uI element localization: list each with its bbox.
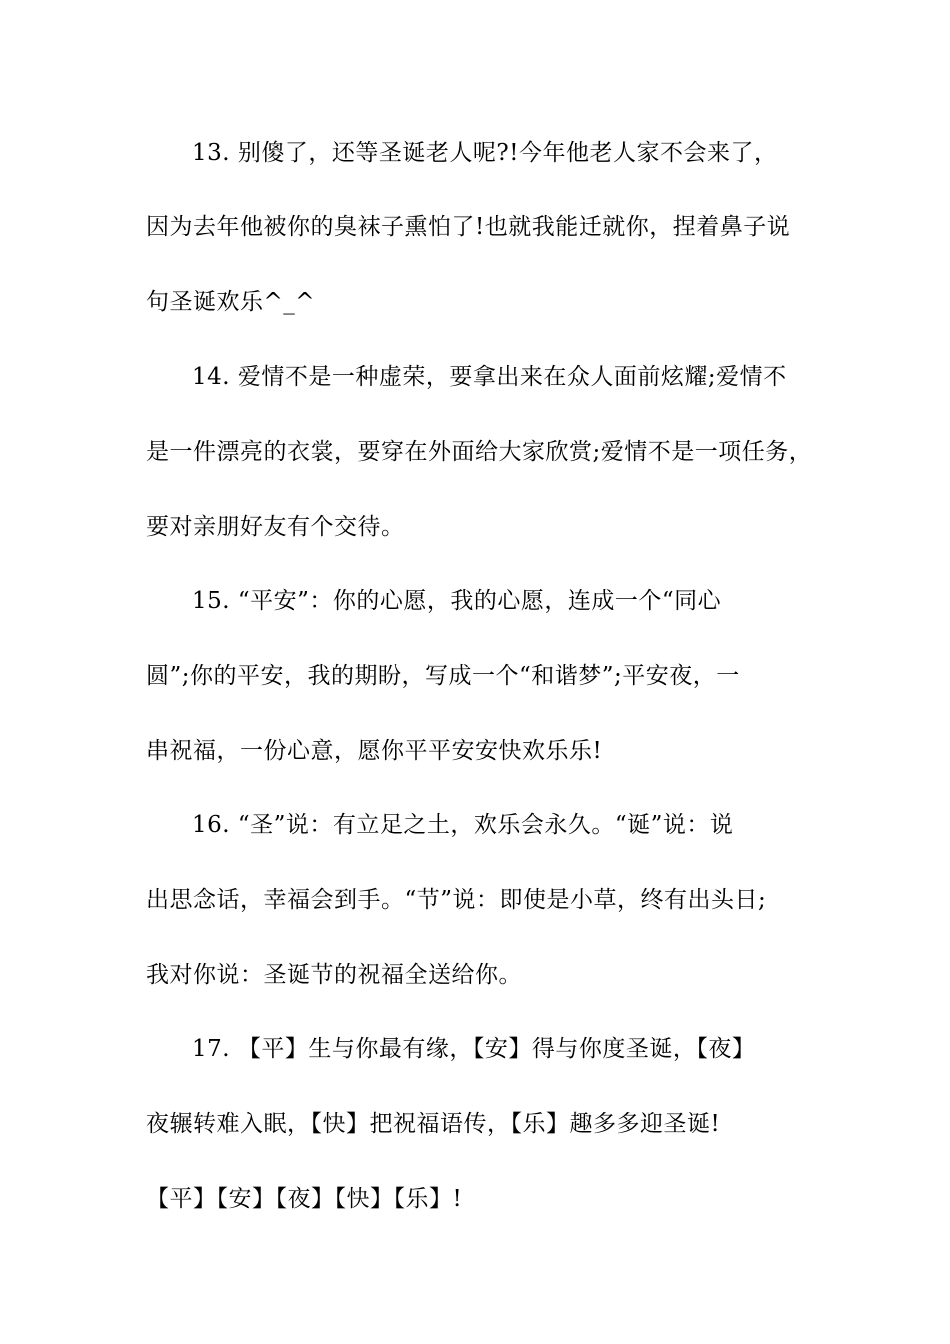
paragraph-15-line-3: 串祝福，一份心意，愿你平平安安快欢乐乐!: [146, 738, 603, 764]
paragraph-17-line-2: 夜辗转难入眠，【快】把祝福语传，【乐】趣多多迎圣诞!: [146, 1111, 721, 1137]
paragraph-17-line-1: 17. 【平】生与你最有缘，【安】得与你度圣诞，【夜】: [192, 1036, 756, 1062]
paragraph-15-line-1: 15. “平安”：你的心愿，我的心愿，连成一个“同心: [192, 588, 722, 614]
paragraph-14-line-2: 是一件漂亮的衣裳，要穿在外面给大家欣赏;爱情不是一项任务，: [146, 439, 813, 465]
paragraph-14-line-1: 14. 爱情不是一种虚荣，要拿出来在众人面前炫耀;爱情不: [192, 364, 787, 390]
paragraph-13-line-1: 13. 别傻了，还等圣诞老人呢?!今年他老人家不会来了，: [192, 140, 778, 166]
paragraph-15-line-2: 圆”;你的平安，我的期盼，写成一个“和谐梦”;平安夜，一: [146, 663, 740, 689]
paragraph-13-line-2: 因为去年他被你的臭袜子熏怕了!也就我能迁就你，捏着鼻子说: [146, 214, 791, 240]
paragraph-14-line-3: 要对亲朋好友有个交待。: [146, 514, 405, 540]
paragraph-13-line-3: 句圣诞欢乐^_^: [146, 289, 316, 315]
paragraph-16-line-1: 16. “圣”说：有立足之土，欢乐会永久。“诞”说：说: [192, 812, 734, 838]
paragraph-17-line-3: 【平】【安】【夜】【快】【乐】!: [146, 1186, 463, 1212]
paragraph-16-line-2: 出思念话，幸福会到手。“节”说：即使是小草，终有出头日;: [146, 887, 767, 913]
paragraph-16-line-3: 我对你说：圣诞节的祝福全送给你。: [146, 962, 522, 988]
